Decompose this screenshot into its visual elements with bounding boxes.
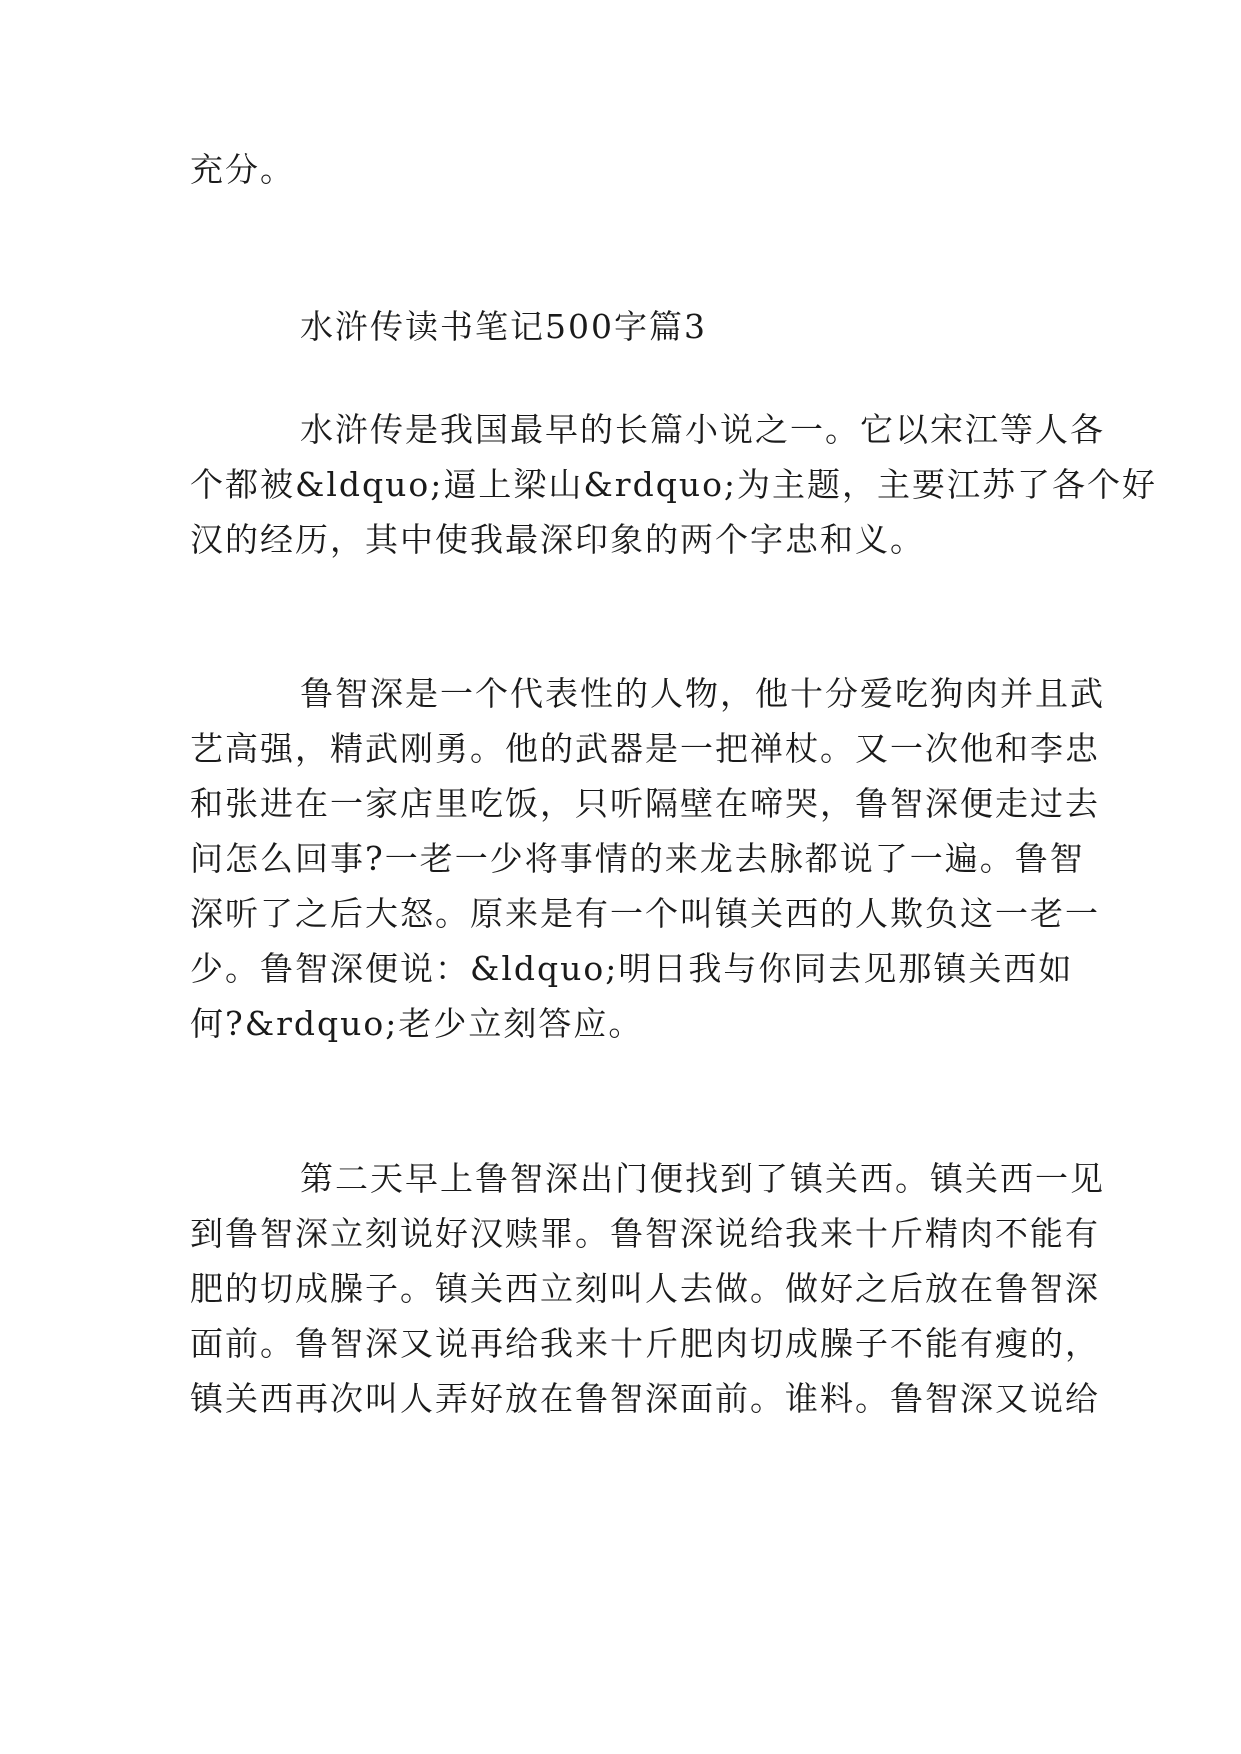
paragraph-line: 个都被&ldquo;逼上梁山&rdquo;为主题，主要江苏了各个好 [190, 465, 1158, 504]
paragraph-line: 汉的经历，其中使我最深印象的两个字忠和义。 [190, 520, 925, 559]
paragraph-line: 肥的切成臊子。镇关西立刻叫人去做。做好之后放在鲁智深 [190, 1269, 1100, 1308]
paragraph-line: 面前。鲁智深又说再给我来十斤肥肉切成臊子不能有瘦的， [190, 1324, 1100, 1363]
paragraph-line: 水浒传是我国最早的长篇小说之一。它以宋江等人各 [300, 410, 1105, 449]
paragraph-line: 何?&rdquo;老少立刻答应。 [190, 1004, 644, 1043]
paragraph-line: 和张进在一家店里吃饭，只听隔壁在啼哭，鲁智深便走过去 [190, 784, 1100, 823]
paragraph-line: 少。鲁智深便说：&ldquo;明日我与你同去见那镇关西如 [190, 949, 1074, 988]
paragraph-line: 鲁智深是一个代表性的人物，他十分爱吃狗肉并且武 [300, 674, 1105, 713]
section-heading: 水浒传读书笔记500字篇3 [300, 307, 707, 346]
paragraph-line: 充分。 [190, 150, 295, 189]
paragraph-line: 镇关西再次叫人弄好放在鲁智深面前。谁料。鲁智深又说给 [190, 1379, 1100, 1418]
paragraph-line: 艺高强，精武刚勇。他的武器是一把禅杖。又一次他和李忠 [190, 729, 1100, 768]
paragraph-line: 到鲁智深立刻说好汉赎罪。鲁智深说给我来十斤精肉不能有 [190, 1214, 1100, 1253]
paragraph-line: 第二天早上鲁智深出门便找到了镇关西。镇关西一见 [300, 1159, 1105, 1198]
paragraph-line: 问怎么回事?一老一少将事情的来龙去脉都说了一遍。鲁智 [190, 839, 1085, 878]
paragraph-line: 深听了之后大怒。原来是有一个叫镇关西的人欺负这一老一 [190, 894, 1100, 933]
